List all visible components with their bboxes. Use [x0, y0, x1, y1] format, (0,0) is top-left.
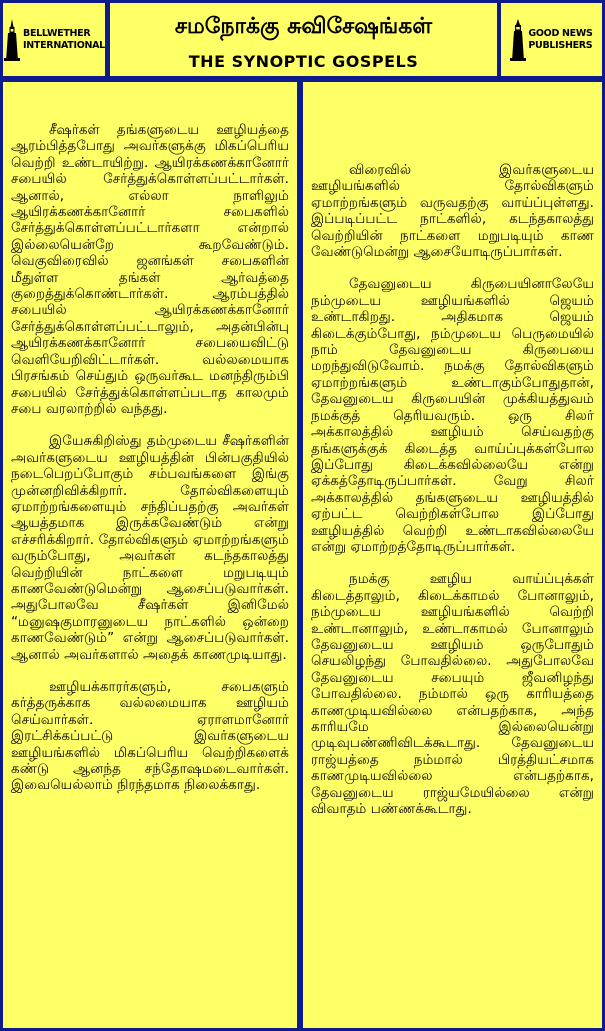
left-logo-line1: BELLWETHER: [23, 27, 91, 39]
right-logo-panel: [501, 3, 602, 76]
right-column: [303, 82, 602, 1028]
tower-icon: [3, 19, 21, 61]
right-paragraph-3: நமக்கு ஊழிய வாய்ப்புக்கள் கிடைத்தாலும், கிடைக்காமல் போனாலும், நம்முடைய ஊழியங்களில் வெற்றி உண்டானாலும், உண்டாகாமல் போனாலும் தேவனுடைய ஊழியம் ஒருபோதும் செயலிழந்து போவதில்லை. அதுபோலவே தேவனுடைய சபையும் ஜீவனிழந்து போவதில்லை. நம்மால் ஒரு காரியத்தை காணமுடியவில்லை என்பதற்காக, அந்த காரியமே இல்லையென்று முடிவுபண்ணிவிடக்கூடாது. தேவனுடைய ராஜ்யத்தை நம்மால் பிரத்தியட்சமாக காணமுடியவில்லை என்பதற்காக, தேவனுடைய ராஜ்யமேயில்லை என்று விவாதம் பண்ணக்கூடாது.: [311, 571, 594, 818]
title-panel: [110, 3, 497, 76]
left-paragraph-1: சீஷர்கள் தங்களுடைய ஊழியத்தை ஆரம்பித்தபோது அவர்களுக்கு மிகப்பெரிய வெற்றி உண்டாயிற்று. ஆயிரக்கணக்கானோர் சபையில் சேர்த்துக்கொள்ளப்பட்டார்கள். ஆனால், எல்லா நாளிலும் ஆயிரக்கணக்கானோர் சபைகளில் சேர்த்துக்கொள்ளப்பட்டார்களா என்றால் இல்லையென்றே கூறவேண்டும். வெகுவிரைவில் ஜனங்கள் சபைகளின் மீதுள்ள தங்கள் ஆர்வத்தை குறைத்துக்கொண்டார்கள். ஆரம்பத்தில் சபையில் ஆயிரக்கணக்கானோர் சேர்த்துக்கொள்ளப்பட்டாலும், அதன்பின்பு ஆயிரக்கணக்கானோர் சபையைவிட்டு வெளியேறிவிட்டார்கள். வல்லமையாக பிரசங்கம் செய்தும் ஒருவர்கூட மனந்திரும்பி சபையில் சேர்த்துக்கொள்ளப்படாத காலமும் சபை வரலாற்றில் வந்தது.: [11, 122, 289, 417]
good-news-logo: [510, 19, 592, 61]
right-logo-line2: PUBLISHERS: [528, 39, 593, 51]
left-paragraph-3: ஊழியக்காரர்களும், சபைகளும் கர்த்தருக்காக வல்லமையாக ஊழியம் செய்வார்கள். ஏராளமானோர் இரட்சிக்கப்பட்டு இவர்களுடைய ஊழியங்களில் மிகப்பெரிய வெற்றிகளைக் கண்டு ஆனந்த சந்தோஷமடைவார்கள். இவையெல்லாம் நிரந்தமாக நிலைக்காது.: [11, 679, 289, 794]
right-paragraph-1: விரைவில் இவர்களுடைய ஊழியங்களில் தோல்விகளும் ஏமாற்றங்களும் வருவதற்கு வாய்ப்புள்ளது. இப்படிப்பட்ட நாட்களில், கடந்தகாலத்து வெற்றியின் நாட்களை மறுபடியும் காண வேண்டுமென்று ஆசையோடிருப்பார்கள்.: [311, 162, 594, 261]
left-logo-line2: INTERNATIONAL: [23, 39, 105, 51]
page-title-english: THE SYNOPTIC GOSPELS: [188, 52, 419, 71]
left-column: [3, 82, 297, 1028]
bellwether-logo: [3, 19, 105, 61]
left-paragraph-2: இயேசுகிறிஸ்து தம்முடைய சீஷர்களின் அவர்களுடைய ஊழியத்தின் பின்பகுதியில் நடைபெறப்போகும் சம்பவங்களை இங்கு முன்னறிவிக்கிறார். தோல்விகளையும் ஏமாற்றங்களையும் சந்திப்பதற்கு அவர்கள் ஆயத்தமாக இருக்கவேண்டும் என்று எச்சரிக்கிறார். தோல்விகளும் ஏமாற்றங்களும் வரும்போது, அவர்கள் கடந்தகாலத்து வெற்றியின் நாட்களை மறுபடியும் காணவேண்டுமென்று ஆசைப்படுவார்கள். அதுபோலவே சீஷர்கள் இனிமேல் “மனுஷகுமாரனுடைய நாட்களில் ஒன்றை காணவேண்டும்” என்று ஆசைப்படுவார்கள். ஆனால் அவர்களால் அதைக் காணமுடியாது.: [11, 433, 289, 663]
lighthouse-icon: [510, 19, 526, 61]
page-title-tamil: சமநோக்கு சுவிசேஷங்கள்: [174, 13, 433, 39]
right-paragraph-2: தேவனுடைய கிருபையினாலேயே நம்முடைய ஊழியங்களில் ஜெயம் உண்டாகிறது. அதிகமாக ஜெயம் கிடைக்கும்போது, நம்முடைய பெருமையில் நாம் தேவனுடைய கிருபையை மறந்துவிடுவோம். நமக்கு தோல்விகளும் ஏமாற்றங்களும் உண்டாகும்போதுதான், தேவனுடைய கிருபையின் முக்கியத்துவம் நமக்குத் தெரியவரும். ஒரு சிலர் அக்காலத்தில் ஊழியம் செய்வதற்கு தங்களுக்குக் கிடைத்த வாய்ப்புக்கள்போல இப்போது கிடைக்கவில்லையே என்று ஏக்கத்தோடிருப்பார்கள். வேறு சிலர் அக்காலத்தில் தங்களுடைய ஊழியத்தில் ஏற்பட்ட வெற்றிகள்போல இப்போது ஊழியத்தில் வெற்றி உண்டாகவில்லையே என்று ஏமாற்றத்தோடிருப்பார்கள்.: [311, 276, 594, 555]
right-logo-line1: GOOD NEWS: [528, 27, 593, 39]
left-logo-panel: [3, 3, 105, 76]
